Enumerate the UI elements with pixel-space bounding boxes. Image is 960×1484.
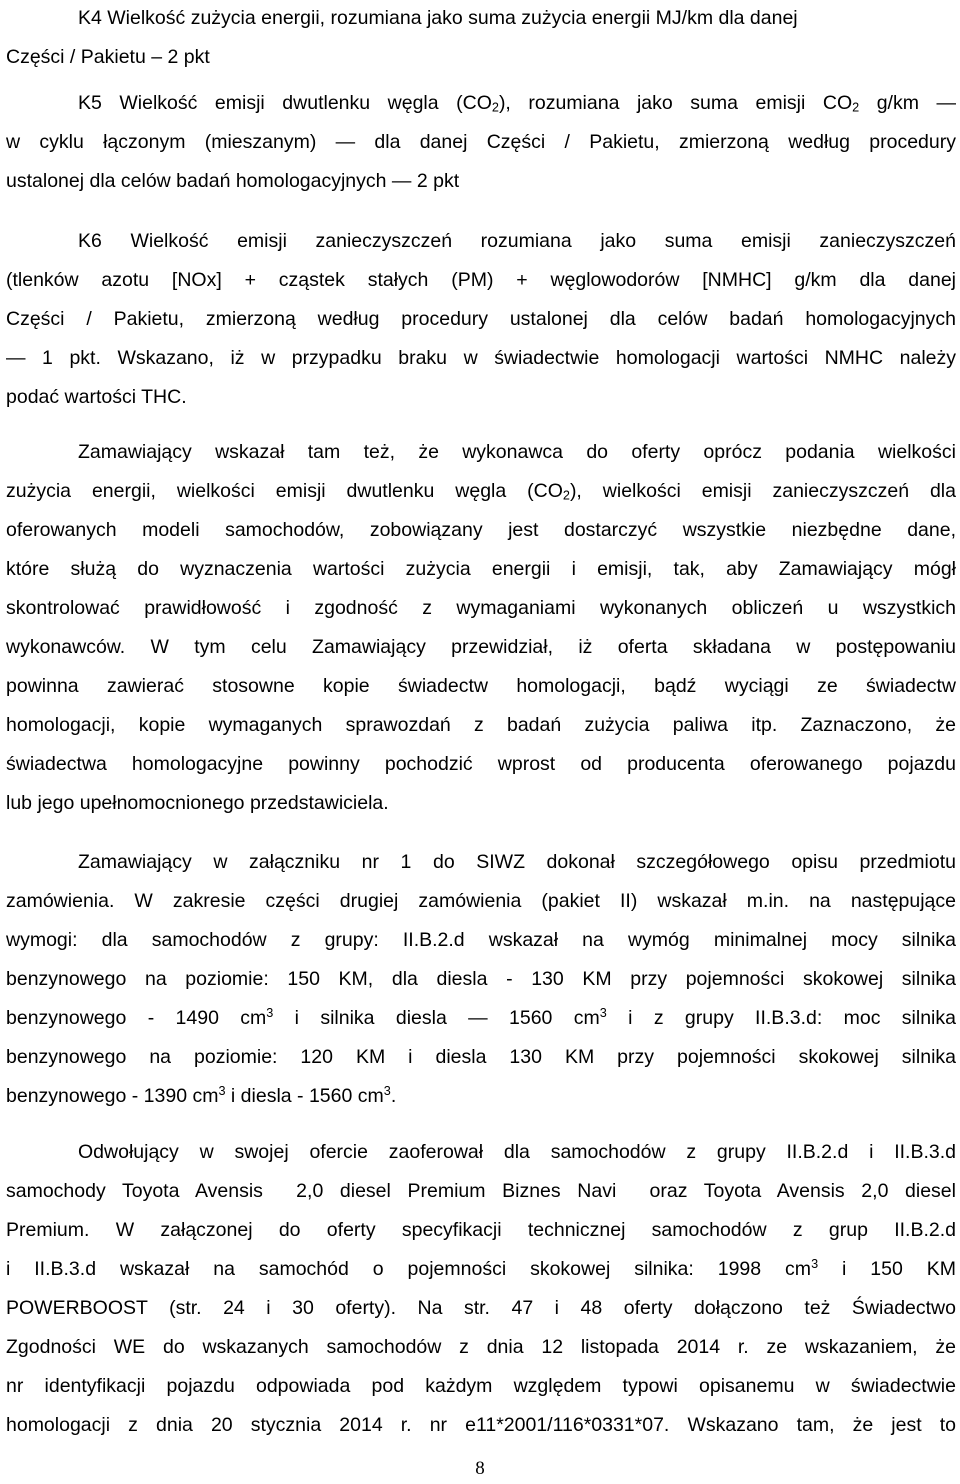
paragraph-line: świadectwa homologacyjne powinny pochodzić wprost od producenta oferowanego pojazdu: [6, 753, 956, 775]
k5-line: K5 Wielkość emisji dwutlenku węgla $(CO_2)$, rozumiana jako suma emisji $CO_2$ g/km —: [78, 92, 957, 115]
k6-line: — 1 pkt. Wskazano, iż w przypadku braku w świadectwie homologacji wartości NMHC należy: [6, 347, 956, 369]
paragraph-line: nr identyfikacji pojazdu odpowiada pod każdym względem typowi opisanemu w świadectwie: [6, 1375, 956, 1397]
k6-line: Części / Pakietu, zmierzoną według procedury ustalonej dla celów badań homologacyjnych: [6, 308, 956, 330]
paragraph-line: Premium. W załączonej do oferty specyfikacji technicznej samochodów z grup II.B.2.d: [6, 1219, 956, 1241]
paragraph-line: benzynowego na poziomie: 150 KM, dla diesla - 130 KM przy pojemności skokowej silnika: [6, 968, 956, 990]
paragraph-line: oferowanych modeli samochodów, zobowiązany jest dostarczyć wszystkie niezbędne dane,: [6, 519, 956, 541]
paragraph-line: które służą do wyznaczenia wartości zużycia energii i emisji, tak, aby Zamawiający mógł: [6, 558, 956, 580]
criterion-k4: [6, 0, 956, 77]
paragraph-offer-requirements: [6, 433, 956, 823]
paragraph-line: Zgodności WE do wskazanych samochodów z dnia 12 listopada 2014 r. ze wskazaniem, że: [6, 1336, 956, 1358]
paragraph-line: benzynowego - 1390 $cm^3$ i diesla - 1560 $cm^3$.: [6, 1084, 397, 1107]
paragraph-line: wykonawców. W tym celu Zamawiający przewidział, iż oferta składana w postępowaniu: [6, 636, 956, 658]
paragraph-line: benzynowego - 1490 $cm^3$ i silnika diesla — 1560 $cm^3$ i z grupy II.B.3.d: moc silnika: [6, 1006, 956, 1029]
paragraph-line: zużycia energii, wielkości emisji dwutlenku węgla $(CO_2)$, wielkości emisji zanieczyszczeń dla: [6, 480, 956, 503]
k6-line: (tlenków azotu [NOx] + cząstek stałych (PM) + węglowodorów [NMHC] g/km dla danej: [6, 269, 956, 291]
paragraph-line: i II.B.3.d wskazał na samochód o pojemności skokowej silnika: 1998 $cm^3$ i 150 KM: [6, 1257, 957, 1280]
paragraph-line: benzynowego na poziomie: 120 KM i diesla 130 KM przy pojemności skokowej silnika: [6, 1046, 956, 1068]
paragraph-appellant-offer: [6, 1133, 956, 1445]
paragraph-line: Zamawiający wskazał tam też, że wykonawca do oferty oprócz podania wielkości: [78, 441, 956, 463]
paragraph-line: Odwołujący w swojej ofercie zaoferował dla samochodów z grupy II.B.2.d i II.B.3.d: [78, 1141, 956, 1163]
criterion-k6: [6, 222, 956, 417]
page-number: 8: [475, 1458, 485, 1479]
paragraph-line: powinna zawierać stosowne kopie świadectw homologacji, bądź wyciągi ze świadectw: [6, 675, 956, 697]
paragraph-line: homologacji, kopie wymaganych sprawozdań z badań zużycia paliwa itp. Zaznaczono, że: [6, 714, 956, 736]
k6-line: podać wartości THC.: [6, 386, 187, 408]
paragraph-line: samochody Toyota Avensis 2,0 diesel Premium Biznes Navi oraz Toyota Avensis 2,0 diesel: [6, 1180, 956, 1202]
paragraph-line: homologacji z dnia 20 stycznia 2014 r. nr e11*2001/116*0331*07. Wskazano tam, że jest to: [6, 1414, 956, 1436]
paragraph-line: lub jego upełnomocnionego przedstawiciela.: [6, 792, 389, 814]
k5-line: ustalonej dla celów badań homologacyjnych — 2 pkt: [6, 170, 460, 192]
k6-line: K6 Wielkość emisji zanieczyszczeń rozumiana jako suma emisji zanieczyszczeń: [78, 230, 956, 252]
paragraph-siwz-description: [6, 843, 956, 1116]
criterion-k5: [6, 84, 956, 201]
k5-line: w cyklu łączonym (mieszanym) — dla danej Części / Pakietu, zmierzoną według procedury: [6, 131, 956, 153]
paragraph-line: POWERBOOST (str. 24 i 30 oferty). Na str. 47 i 48 oferty dołączono też Świadectwo: [6, 1297, 956, 1319]
paragraph-line: skontrolować prawidłowość i zgodność z wymaganiami wykonanych obliczeń u wszystkich: [6, 597, 956, 619]
k4-line: K4 Wielkość zużycia energii, rozumiana jako suma zużycia energii MJ/km dla danej: [78, 7, 798, 29]
paragraph-line: zamówienia. W zakresie części drugiej zamówienia (pakiet II) wskazał m.in. na następujące: [6, 890, 956, 912]
k4-line: Części / Pakietu – 2 pkt: [6, 46, 210, 68]
paragraph-line: wymogi: dla samochodów z grupy: II.B.2.d wskazał na wymóg minimalnej mocy silnika: [6, 929, 956, 951]
paragraph-line: Zamawiający w załączniku nr 1 do SIWZ dokonał szczegółowego opisu przedmiotu: [78, 851, 956, 873]
